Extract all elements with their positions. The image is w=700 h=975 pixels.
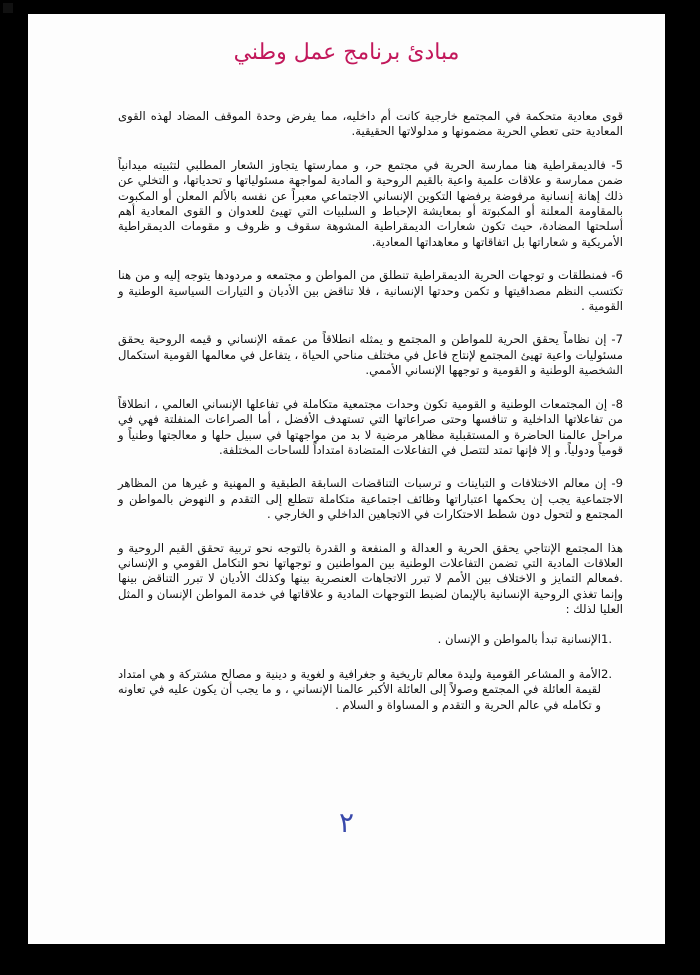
list-item-text: الأمة و المشاعر القومية وليدة معالم تاريخية و جغرافية و لغوية و دينية و مصالح مشتركة و هي امتداد لقيمة العائلة في المجتمع وصولاً إلى العائلة الأكبر عالمنا الإنساني ، و ما يجب أن يكون عليه في تعاونه و تكامله في عالم الحرية و التقدم و المساواة و السلام .: [118, 666, 601, 712]
handwritten-title: مبادئ برنامج عمل وطني: [233, 40, 460, 65]
list-item: [118, 667, 623, 713]
list-item-text: الإنسانية تبدأ بالمواطن و الإنسان .: [437, 631, 601, 646]
corner-mark: [3, 3, 13, 13]
paragraph-8: 8- إن المجتمعات الوطنية و القومية تكون وحدات مجتمعية متكاملة في تفاعلها الإنساني العالمي ، انطلاقاً من تفاعلاتها الداخلية و تنافسها وحتى صراعاتها التي تستهدف الأفضل ، أما الصراعات المنفلتة فهي في مراحل عالمنا الحاضرة و المستقبلية مظاهر مرضية لا بد من مواجهتها في سبيل حلها و معالجتها وطنياً و قومياً ودولياً. و إلا فإنها تمتد لتتصل في التفاعلات المتضادة امتداداً للساحات المختلفة.: [118, 396, 623, 457]
paragraph-6: 6- فمنطلقات و توجهات الحرية الديمقراطية تنطلق من المواطن و مجتمعه و مردودها يتوجه إليه و من هنا تكتسب النظم مصداقيتها و تكمن وحدتها الإنسانية ، فلا تناقض بين الأديان و التيارات السياسية الوطنية و القومية .: [118, 268, 623, 314]
paragraph-9: 9- إن معالم الاختلافات و التباينات و ترسبات التناقضات السابقة الطبقية و المهنية و غيرها من المظاهر الاجتماعية يجب إن يحكمها اعتباراتها وظائف اجتماعية متكاملة تتطلع إلى التقدم و النهوض بالمواطن و المجتمع و لتحول دون شطط الاحتكارات في الاتجاهين الداخلي و الخارجي .: [118, 476, 623, 522]
list-item: [118, 632, 623, 647]
paragraph-5: 5- فالديمقراطية هنا ممارسة الحرية في مجتمع حر، و ممارستها يتجاوز الشعار المطلبي لتثبيته ميدانياً ضمن ممارسة و علاقات علمية واعية بالقيم الروحية و المادية لمواجهة مسئولياتها و تحدياتها، و التخلي عن ذلك إهانة إنسانية مرفوضة يرفضها التكوين الإنساني الاجتماعي معبراً عن نفسه بالألم المعلن أو المكبوت بالمقاومة المعلنة أو المكبوتة أو بمعايشة الإحباط و السلبيات التي تهيئ للعدوان و القوى المعادية أهم أسلحتها المضادة، حيث تكون شعارات الديمقراطية المشوهة سقوف و ظروف و مقومات الديمقراطية الأمريكية و شعاراتها بل اتفاقاتها و معاهداتها المعادية.: [118, 157, 623, 249]
paragraph-productive-society: هذا المجتمع الإنتاجي يحقق الحرية و العدالة و المنفعة و القدرة بالتوجه نحو تربية تحقق القيم الروحية و العلاقات المادية التي تضمن التفاعلات الوطنية بين المواطنين و توجهاتها نحو التكامل القومي و الإنساني .فمعالم التمايز و الاختلاف بين الأمم لا تبرر الاتجاهات العنصرية بينها وكذلك الأديان لا تبرر التناقض بينها وإنما تغذي الروحية الإنسانية بالإيمان لضبط التوجهات المادية و علاقاتها في خدمة المواطن الإنسان و المثل العليا لذلك :: [118, 540, 623, 617]
list-item-number: 1.: [601, 631, 613, 646]
paragraph-7: 7- إن نظاماً يحقق الحرية للمواطن و المجتمع و يمثله انطلاقاً من عمقه الإنساني و قيمه الروحية يحقق مسئوليات واعية تهيئ المجتمع لإنتاج فاعل في مختلف مناحي الحياة ، يتفاعل في معالمها القومية استكمال الشخصية الوطنية و القومية و توجهها الإنساني الأممي.: [118, 332, 623, 378]
document-page: [28, 14, 665, 944]
document-body: [118, 109, 623, 733]
list-item-number: 2.: [601, 666, 613, 681]
principles-list: [118, 632, 623, 714]
handwritten-page-number: ٢: [338, 806, 355, 839]
paragraph-intro: قوى معادية متحكمة في المجتمع خارجية كانت أم داخليه، مما يفرض وحدة الموقف المضاد لهذه القوى المعادية حتى تعطي الحرية مضمونها و مدلولاتها الحقيقية.: [118, 109, 623, 139]
